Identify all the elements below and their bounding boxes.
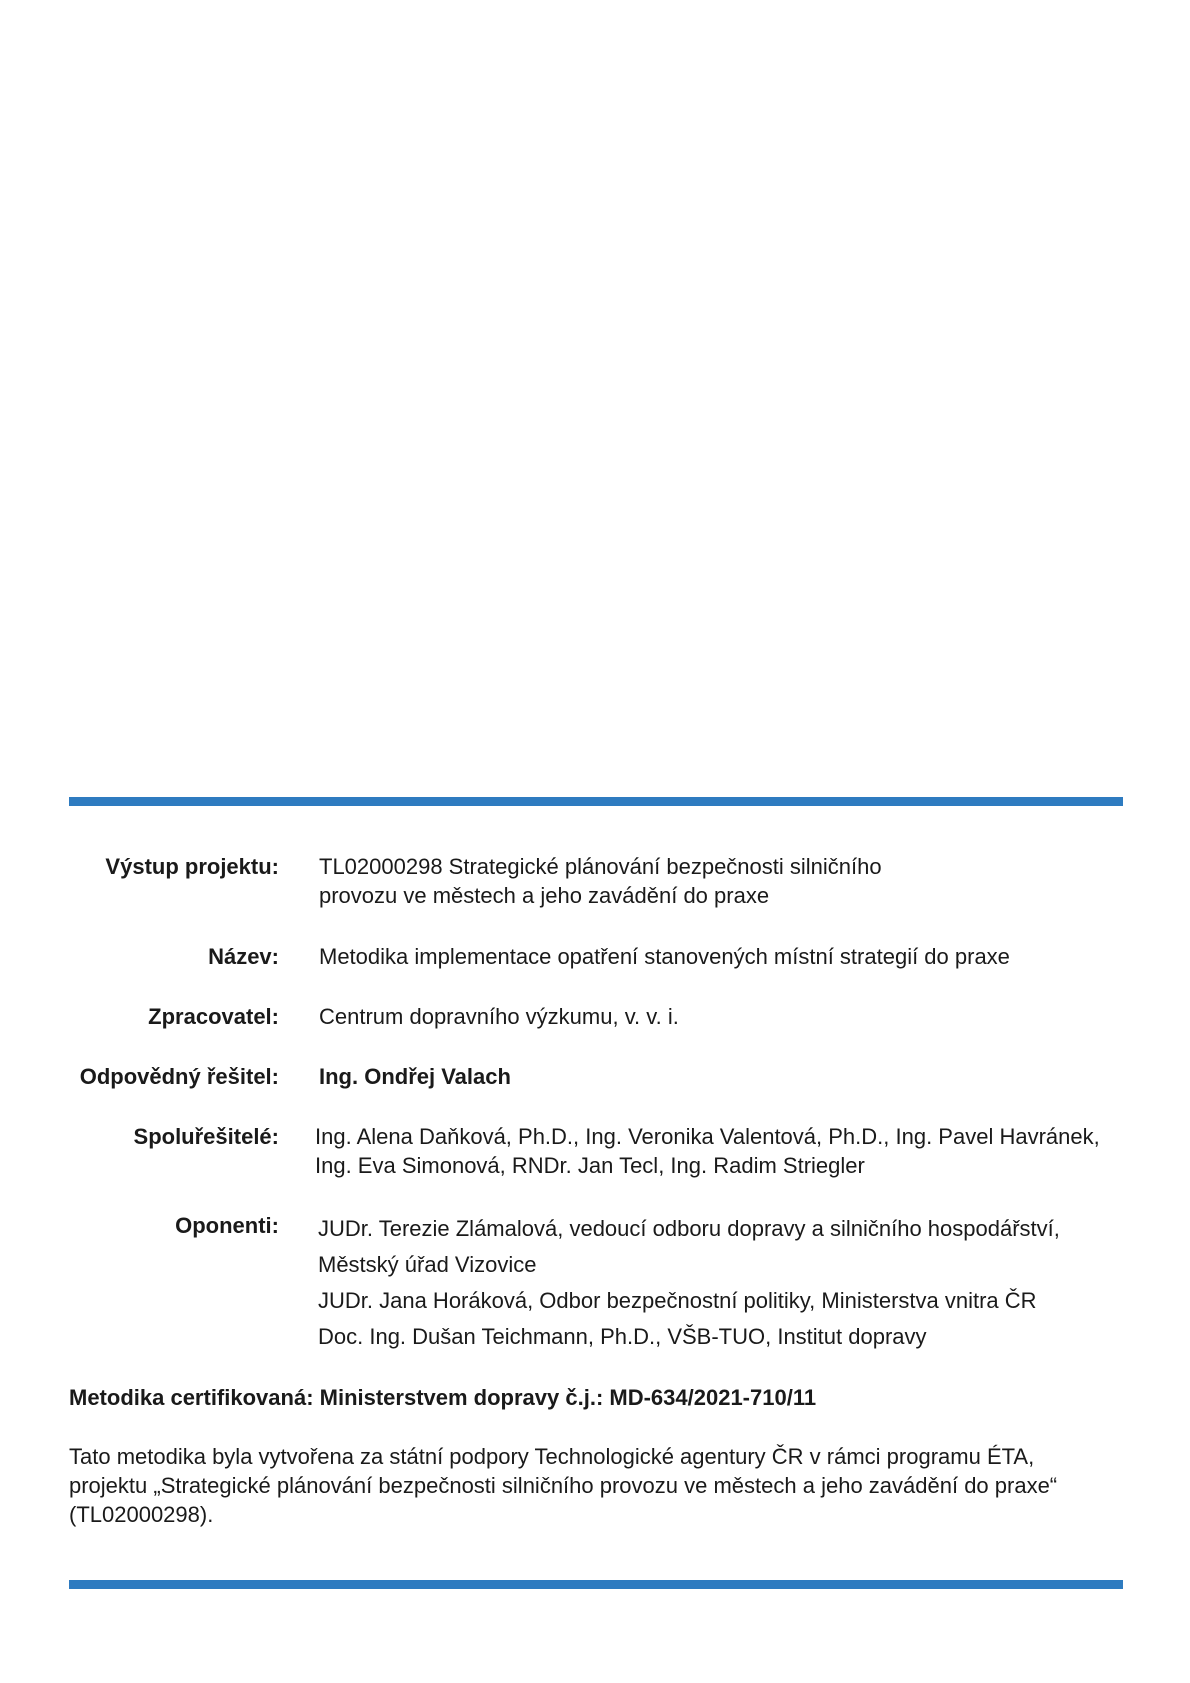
reviewers-label: Oponenti: [175, 1213, 279, 1238]
output-value-line: TL02000298 Strategické plánování bezpečnosti silničního [319, 854, 882, 879]
co-researchers-value [315, 1122, 1100, 1180]
reviewers-value [318, 1211, 1060, 1355]
output-value [319, 852, 882, 910]
funding-note-line: (TL02000298). [69, 1502, 214, 1527]
reviewers-value-line: Doc. Ing. Dušan Teichmann, Ph.D., VŠB-TUO, Institut dopravy [318, 1324, 927, 1349]
title-value [319, 942, 1010, 971]
top-divider [69, 797, 1123, 806]
reviewers-value-line: Městský úřad Vizovice [318, 1252, 537, 1277]
funding-note-line: Tato metodika byla vytvořena za státní podpory Technologické agentury ČR v rámci programu ÉTA, [69, 1444, 1035, 1469]
lead-researcher-value [319, 1062, 511, 1091]
funding-note [69, 1442, 1129, 1529]
bottom-divider [69, 1580, 1123, 1589]
processor-value [319, 1002, 679, 1031]
funding-note-line: projektu „Strategické plánování bezpečnosti silničního provozu ve městech a jeho zavádění do praxe“ [69, 1473, 1058, 1498]
title-label: Název: [208, 944, 279, 969]
output-label: Výstup projektu: [105, 854, 279, 879]
lead-researcher-value-line: Ing. Ondřej Valach [319, 1064, 511, 1089]
processor-label: Zpracovatel: [148, 1004, 279, 1029]
output-value-line: provozu ve městech a jeho zavádění do praxe [319, 883, 770, 908]
co-researchers-label: Spoluřešitelé: [133, 1124, 279, 1149]
co-researchers-value-line: Ing. Eva Simonová, RNDr. Jan Tecl, Ing. Radim Striegler [315, 1153, 865, 1178]
reviewers-value-line: JUDr. Terezie Zlámalová, vedoucí odboru dopravy a silničního hospodářství, [318, 1216, 1060, 1241]
reviewers-value-line: JUDr. Jana Horáková, Odbor bezpečnostní politiky, Ministerstva vnitra ČR [318, 1288, 1037, 1313]
co-researchers-value-line: Ing. Alena Daňková, Ph.D., Ing. Veronika Valentová, Ph.D., Ing. Pavel Havránek, [315, 1124, 1100, 1149]
processor-value-line: Centrum dopravního výzkumu, v. v. i. [319, 1004, 679, 1029]
title-value-line: Metodika implementace opatření stanovených místní strategií do praxe [319, 944, 1010, 969]
certification-statement: Metodika certifikovaná: Ministerstvem dopravy č.j.: MD-634/2021-710/11 [69, 1385, 817, 1410]
lead-researcher-label: Odpovědný řešitel: [79, 1064, 279, 1089]
